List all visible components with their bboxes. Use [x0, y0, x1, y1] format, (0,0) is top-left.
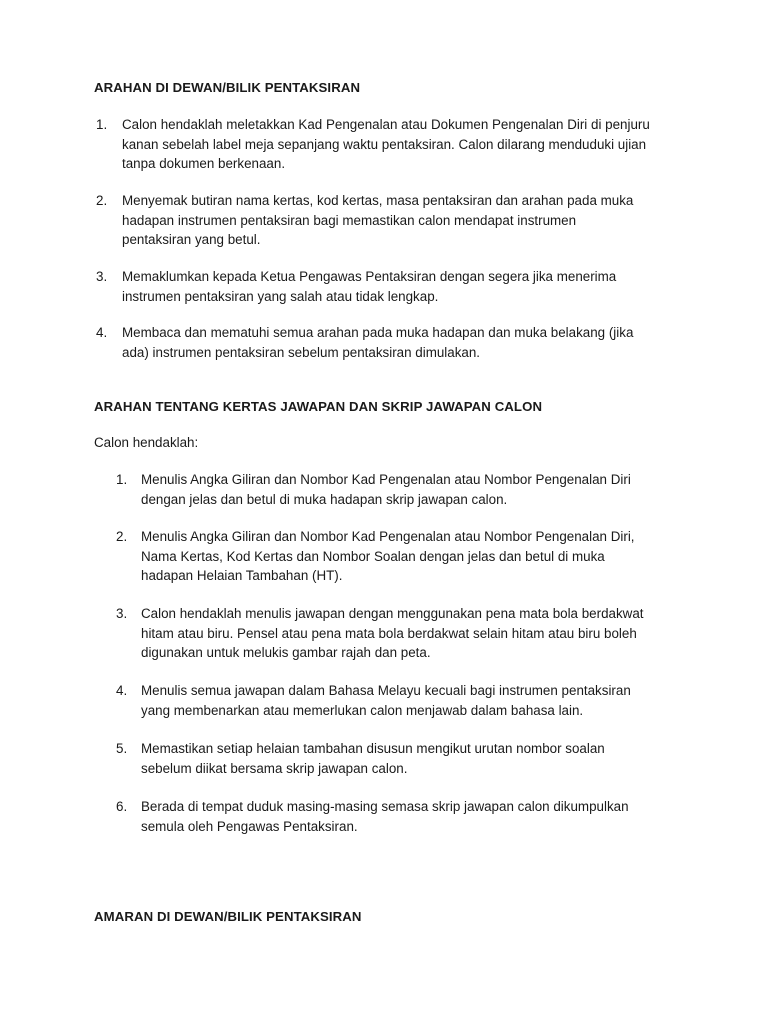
- item-text: [141, 681, 694, 720]
- text-line: Berada di tempat duduk masing-masing semasa skrip jawapan calon dikumpulkan: [141, 799, 629, 814]
- text-line: semula oleh Pengawas Pentaksiran.: [141, 818, 358, 834]
- text-line: instrumen pentaksiran yang salah atau tidak lengkap.: [122, 288, 439, 304]
- item-text: [141, 604, 694, 663]
- text-line: sebelum diikat bersama skrip jawapan calon.: [141, 760, 408, 776]
- text-line: Menulis semua jawapan dalam Bahasa Melayu kecuali bagi instrumen pentaksiran: [141, 683, 631, 698]
- item-number: 5.: [116, 741, 128, 756]
- item-text: [122, 191, 694, 250]
- item-number: 4.: [116, 683, 128, 698]
- text-line: Nama Kertas, Kod Kertas dan Nombor Soalan dengan jelas dan betul di muka: [141, 548, 605, 564]
- item-number: 3.: [96, 269, 108, 284]
- item-text: [122, 323, 694, 362]
- text-line: hadapan Helaian Tambahan (HT).: [141, 568, 343, 584]
- section-heading-arahan-dewan: ARAHAN DI DEWAN/BILIK PENTAKSIRAN: [94, 80, 361, 95]
- item-number: 4.: [96, 325, 108, 340]
- text-line: hadapan instrumen pentaksiran bagi memastikan calon mendapat instrumen: [122, 212, 577, 228]
- item-text: [122, 115, 694, 174]
- item-number: 2.: [96, 193, 108, 208]
- text-line: Calon hendaklah menulis jawapan dengan menggunakan pena mata bola berdakwat: [141, 606, 644, 621]
- item-text: [141, 527, 694, 586]
- text-line: Calon hendaklah meletakkan Kad Pengenalan atau Dokumen Pengenalan Diri di penjuru: [122, 117, 650, 132]
- item-number: 6.: [116, 799, 128, 814]
- item-text: [141, 739, 694, 778]
- text-line: Menulis Angka Giliran dan Nombor Kad Pengenalan atau Nombor Pengenalan Diri,: [141, 529, 635, 544]
- intro-text: Calon hendaklah:: [94, 435, 199, 450]
- text-line: dengan jelas dan betul di muka hadapan skrip jawapan calon.: [141, 491, 508, 507]
- text-line: tanpa dokumen berkenaan.: [122, 156, 286, 172]
- text-line: kanan sebelah label meja sepanjang waktu pentaksiran. Calon dilarang menduduki ujian: [122, 136, 647, 152]
- text-line: Memaklumkan kepada Ketua Pengawas Pentaksiran dengan segera jika menerima: [122, 269, 617, 284]
- text-line: yang membenarkan atau memerlukan calon menjawab dalam bahasa lain.: [141, 702, 584, 718]
- section-heading-kertas-jawapan: ARAHAN TENTANG KERTAS JAWAPAN DAN SKRIP JAWAPAN CALON: [94, 399, 543, 414]
- text-line: ada) instrumen pentaksiran sebelum pentaksiran dimulakan.: [122, 344, 481, 360]
- item-text: [141, 797, 694, 836]
- text-line: Memastikan setiap helaian tambahan disusun mengikut urutan nombor soalan: [141, 741, 605, 756]
- text-line: digunakan untuk melukis gambar rajah dan peta.: [141, 645, 431, 661]
- item-number: 3.: [116, 606, 128, 621]
- item-number: 1.: [116, 472, 128, 487]
- text-line: Menulis Angka Giliran dan Nombor Kad Pengenalan atau Nombor Pengenalan Diri: [141, 472, 631, 487]
- item-number: 2.: [116, 529, 128, 544]
- section-heading-amaran: AMARAN DI DEWAN/BILIK PENTAKSIRAN: [94, 909, 362, 924]
- text-line: pentaksiran yang betul.: [122, 232, 261, 248]
- item-text: [122, 267, 694, 306]
- item-number: 1.: [96, 117, 108, 132]
- text-line: Menyemak butiran nama kertas, kod kertas, masa pentaksiran dan arahan pada muka: [122, 193, 634, 208]
- text-line: Membaca dan mematuhi semua arahan pada muka hadapan dan muka belakang (jika: [122, 325, 634, 340]
- item-text: [141, 470, 694, 509]
- text-line: hitam atau biru. Pensel atau pena mata bola berdakwat selain hitam atau biru boleh: [141, 625, 637, 641]
